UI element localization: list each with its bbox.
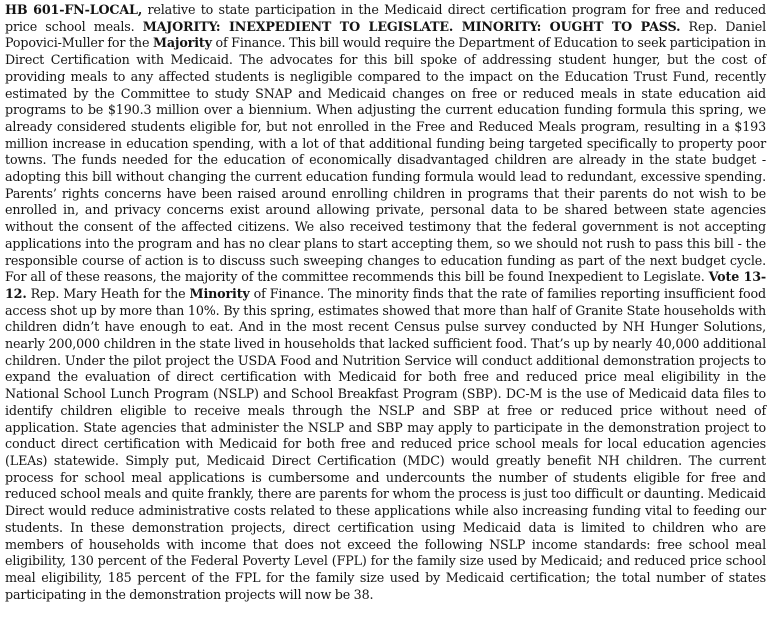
minority-committee: of Finance. xyxy=(249,285,328,301)
majority-committee: of Finance. xyxy=(211,35,290,51)
vote-tally: Vote 13-12. xyxy=(5,269,767,301)
committee-recommendation: MAJORITY: INEXPEDIENT TO LEGISLATE. MINORITY: OUGHT TO PASS. xyxy=(142,18,681,34)
committee-report-paragraph xyxy=(5,2,766,603)
minority-label: Minority xyxy=(189,285,250,301)
minority-report-text: The minority finds that the rate of families reporting insufficient food access shot up by more than 10%. By this spring, estimates showed that more than half of Granite State households with children didn’t have enough to eat. And in the most recent Census pulse survey conducted by NH Hunger Solutions, nearly 200,000 children in the state lived in households that lacked sufficient food. That’s up by nearly 40,000 additional children. Under the pilot project the USDA Food and Nutrition Service will conduct additional demonstration projects to expand the evaluation of direct certification with Medicaid for both free and reduced price meal eligibility in the National School Lunch Program (NSLP) and School Breakfast Program (SBP). DC-M is the use of Medicaid data files to identify children eligible to receive meals through the NSLP and SBP at free or reduced price without need of application. State agencies that administer the NSLP and SBP may apply to participate in the demonstration project to conduct direct certification with Medicaid for both free and reduced price school meals for local education agencies (LEAs) statewide. Simply put, Medicaid Direct Certification (MDC) would greatly benefit NH children. The current process for school meal applications is cumbersome and undercounts the number of students eligible for free and reduced school meals and quite frankly, there are parents for whom the process is just too difficult or daunting. Medicaid Direct would reduce administrative costs related to these applications while also increasing funding vital to feeding our students. In these demonstration projects, direct certification using Medicaid data is limited to children who are members of households with income that does not exceed the following NSLP income standards: free school meal eligibility, 130 percent of the Federal Poverty Level (FPL) for the family size used by Medicaid; and reduced price school meal eligibility, 185 percent of the FPL for the family size used by Medicaid certification; the total number of states participating in the demonstration projects will now be 38. xyxy=(5,285,766,602)
majority-report-text: This bill would require the Department of Education to seek participation in Direct Certification with Medicaid. The advocates for this bill spoke of addressing student hunger, but the cost of providing meals to any affected students is negligible compared to the impact on the Education Trust Fund, recently estimated by the Committee to study SNAP and Medicaid changes on free or reduced meals in state education aid programs to be $190.3 million over a biennium. When adjusting the current education funding formula this spring, we already considered students eligible for, but not enrolled in the Free and Reduced Meals program, resulting in a $193 million increase in education spending, with a lot of that additional funding being targeted specifically to property poor towns. The funds needed for the education of economically disadvantaged children are already in the state budget - adopting this bill without changing the current education funding formula would lead to redundant, excessive spending. Parents’ rights concerns have been raised around enrolling children in programs that their parents do not wish to be enrolled in, and privacy concerns exist around allowing private, personal data to be shared between state agencies without the consent of the affected citizens. We also received testimony that the federal government is not accepting applications into the program and has no clear plans to start accepting them, so we should not rush to pass this bill - the responsible course of action is to discuss such sweeping changes to education funding as part of the next budget cycle. For all of these reasons, the majority of the committee recommends this bill be found Inexpedient to Legislate. xyxy=(5,35,767,285)
majority-label: Majority xyxy=(152,35,212,51)
majority-rep-intro: Rep. Daniel Popovici-Muller for the xyxy=(5,18,766,51)
bill-subject: relative to state participation in the Medicaid direct certification program for free and reduced price school meals. xyxy=(5,2,766,34)
bill-id: HB 601-FN-LOCAL, xyxy=(5,2,143,17)
minority-rep-intro: Rep. Mary Heath for the xyxy=(26,285,190,301)
